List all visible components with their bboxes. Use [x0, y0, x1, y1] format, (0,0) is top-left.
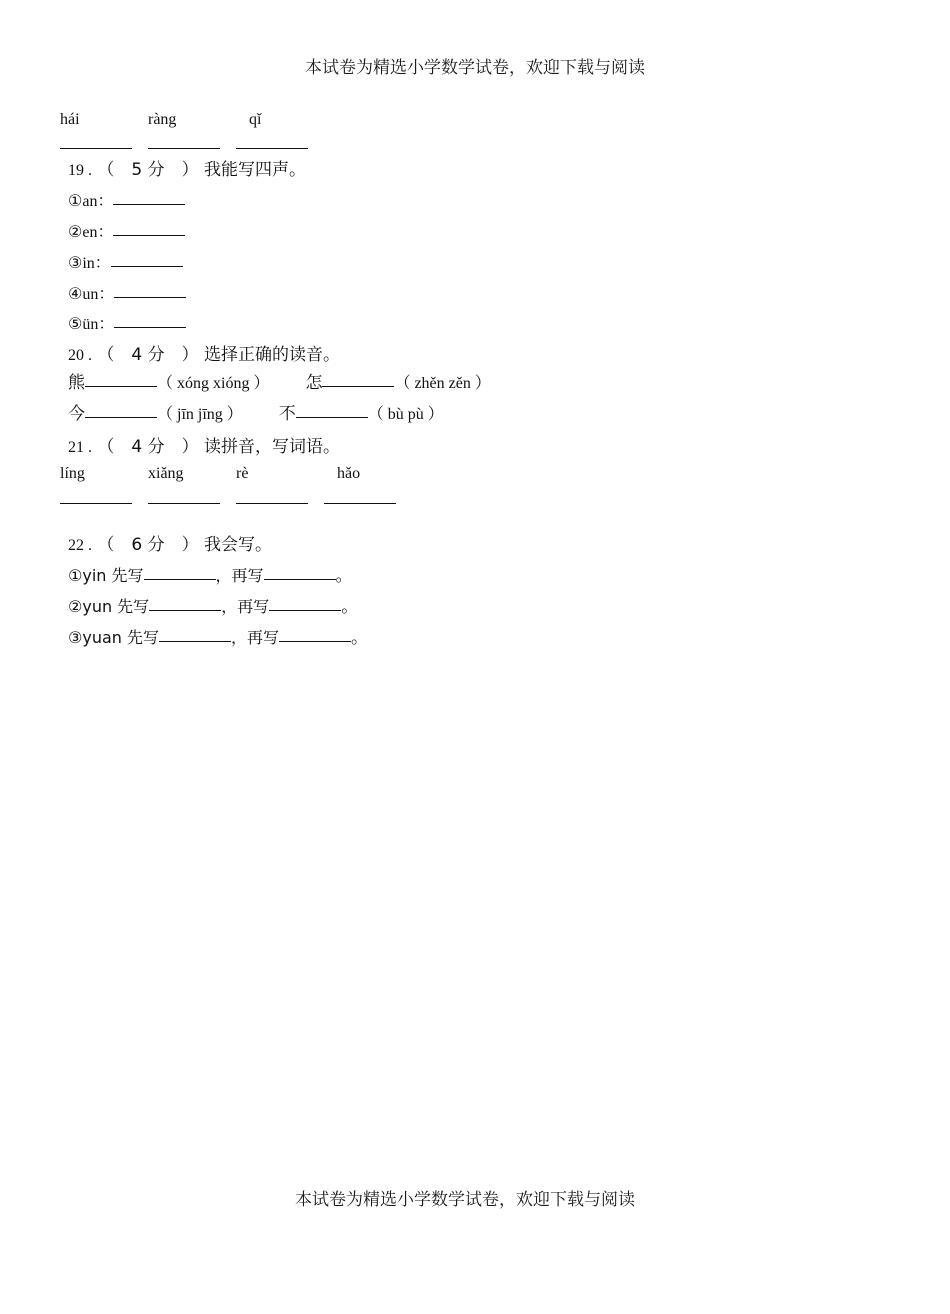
question-number: 20 .	[68, 347, 92, 364]
item-label: ②yun 先写	[68, 597, 150, 616]
pinyin-rang: ràng	[148, 111, 177, 128]
item-end: 。	[341, 597, 359, 617]
question-score: （ 5 分 ）	[97, 160, 199, 180]
answer-blank[interactable]	[60, 148, 132, 149]
pinyin-options: （ bù pù ）	[367, 406, 444, 423]
answer-blank[interactable]	[113, 235, 185, 236]
q19-item-3	[68, 256, 183, 272]
q22-item-3	[68, 630, 368, 647]
answer-blank[interactable]	[296, 417, 368, 418]
item-label: ②en：	[68, 224, 114, 241]
page-header: 本试卷为精选小学数学试卷，欢迎下载与阅读	[305, 58, 645, 78]
question-score: （ 6 分 ）	[97, 535, 199, 555]
pinyin-options: （ xóng xióng ）	[157, 375, 270, 392]
item-end: 。	[351, 628, 369, 648]
pinyin-hao: hǎo	[337, 465, 361, 482]
pinyin-ling: líng	[60, 465, 85, 482]
item-label: ④un：	[68, 286, 115, 303]
item-label: ⑤ün：	[68, 316, 115, 333]
q20-row-1	[68, 375, 491, 392]
answer-blank[interactable]	[279, 641, 351, 642]
hanzi: 不	[278, 404, 296, 424]
pinyin-options: （ jīn jīng ）	[157, 406, 243, 423]
question-prompt: 读拼音，写词语。	[204, 437, 341, 457]
item-label: ③in：	[68, 255, 111, 272]
q22-item-2	[68, 599, 358, 616]
answer-blank[interactable]	[236, 148, 308, 149]
pinyin-qi: qǐ	[249, 111, 262, 128]
question-score: （ 4 分 ）	[97, 345, 199, 365]
question-19-heading	[68, 162, 306, 179]
question-21-heading	[68, 439, 340, 456]
item-label: ①an：	[68, 193, 114, 210]
answer-blank[interactable]	[85, 417, 157, 418]
pinyin-options: （ zhěn zěn ）	[394, 375, 491, 392]
hanzi: 怎	[305, 373, 323, 393]
pinyin-xiang: xiǎng	[148, 465, 184, 482]
answer-blank[interactable]	[269, 610, 341, 611]
q19-item-4	[68, 287, 186, 303]
question-22-heading	[68, 537, 272, 554]
pinyin-hai: hái	[60, 111, 80, 128]
answer-blank[interactable]	[111, 266, 183, 267]
answer-blank[interactable]	[85, 386, 157, 387]
question-prompt: 我会写。	[204, 535, 273, 555]
question-20-heading	[68, 347, 340, 364]
question-number: 21 .	[68, 439, 92, 456]
question-score: （ 4 分 ）	[97, 437, 199, 457]
answer-blank[interactable]	[114, 327, 186, 328]
question-prompt: 选择正确的读音。	[204, 345, 341, 365]
answer-blank[interactable]	[264, 579, 336, 580]
item-end: 。	[335, 566, 353, 586]
item-label: ③yuan 先写	[68, 628, 159, 647]
page-footer: 本试卷为精选小学数学试卷，欢迎下载与阅读	[295, 1190, 635, 1210]
question-number: 19 .	[68, 162, 92, 179]
answer-blank[interactable]	[114, 297, 186, 298]
hanzi: 今	[68, 404, 85, 424]
answer-blank[interactable]	[144, 579, 216, 580]
answer-blank[interactable]	[322, 386, 394, 387]
q22-item-1	[68, 568, 353, 585]
answer-blank[interactable]	[148, 503, 220, 504]
item-then: ，再写	[221, 597, 270, 616]
answer-blank[interactable]	[159, 641, 231, 642]
hanzi: 熊	[68, 373, 85, 393]
item-then: ，再写	[231, 628, 280, 647]
item-label: ①yin 先写	[68, 566, 144, 585]
answer-blank[interactable]	[149, 610, 221, 611]
question-prompt: 我能写四声。	[204, 160, 307, 180]
q19-item-1	[68, 194, 185, 210]
q20-row-2	[68, 406, 444, 423]
answer-blank[interactable]	[60, 503, 132, 504]
question-number: 22 .	[68, 537, 92, 554]
item-then: ，再写	[215, 566, 264, 585]
answer-blank[interactable]	[113, 204, 185, 205]
pinyin-re: rè	[236, 465, 249, 482]
q19-item-5	[68, 317, 186, 333]
q19-item-2	[68, 225, 185, 241]
answer-blank[interactable]	[236, 503, 308, 504]
answer-blank[interactable]	[148, 148, 220, 149]
answer-blank[interactable]	[324, 503, 396, 504]
